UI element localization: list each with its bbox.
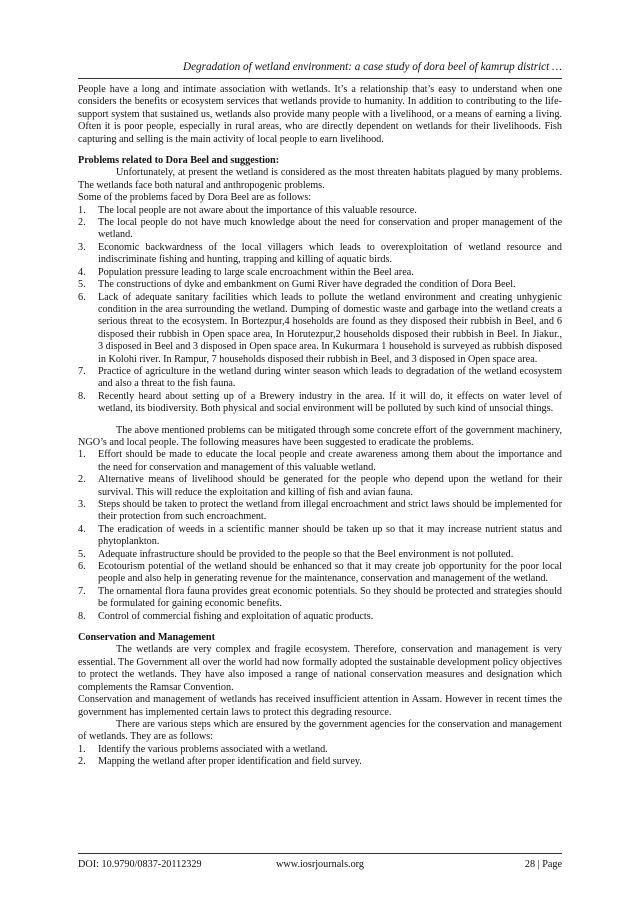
running-header: Degradation of wetland environment: a case study of dora beel of kamrup district … (183, 61, 562, 73)
list-number: 7. (78, 365, 86, 377)
list-item (78, 391, 562, 416)
list-item (78, 756, 562, 768)
list-item (78, 217, 562, 242)
list-item (78, 549, 562, 561)
problems-intro-line: Some of the problems faced by Dora Beel are as follows: (78, 192, 312, 204)
list-text: Economic backwardness of the local villagers which leads to overexploitation of wetland resource and indiscriminate fishing and hunting, trapping and killing of aquatic birds. (98, 241, 562, 266)
list-number: 3. (78, 241, 86, 253)
list-text: The local people do not have much knowledge about the need for conservation and proper management of the wetland. (98, 217, 562, 241)
list-text: The ornamental flora fauna provides great economic potentials. So they should be protected and strategies should be formulated for gaining economic benefits. (98, 585, 562, 610)
list-text: The constructions of dyke and embankment on Gumi River have degraded the condition of Dora Beel. (98, 279, 516, 291)
list-text: Identify the various problems associated with a wetland. (98, 743, 328, 755)
list-text: Population pressure leading to large scale encroachment within the Beel area. (98, 266, 414, 278)
list-item (78, 242, 562, 267)
list-number: 4. (78, 266, 86, 278)
footer-page-number: 28 | Page (524, 859, 562, 870)
list-item (78, 499, 562, 524)
measures-list (78, 449, 562, 623)
list-text: Control of commercial fishing and exploitation of aquatic products. (98, 610, 374, 622)
conservation-paragraph-1: The wetlands are very complex and fragile ecosystem. Therefore, conservation and management is very essential. The Government all over the world had now formally adopted the sustainable development policy objectives to protect the wetlands. They have also imposed a range of national conservation measures and designation which complements the Ramsar Convention. (78, 644, 562, 693)
conservation-paragraph-2: Conservation and management of wetlands has received insufficient attention in Assam. However in recent times the government has implemented certain laws to protect this degrading resource. (78, 694, 562, 718)
problems-list (78, 205, 562, 416)
list-item (78, 449, 562, 474)
conservation-steps-list (78, 744, 562, 769)
page-footer (78, 858, 562, 872)
list-text: Practice of agriculture in the wetland during winter season which leads to degradation of the wetland ecosystem and also a threat to the fish fauna. (98, 365, 562, 390)
list-number: 1. (78, 204, 86, 216)
list-text: Effort should be made to educate the local people and create awareness among them about the importance and the need for conservation and management of this valuable wetland. (98, 449, 562, 473)
list-text: Recently heard about setting up of a Brewery industry in the area. If it will do, it effects on water level of wetland, its biodiversity. Both physical and social environment will be polluted by such kind of unsocial things. (98, 390, 562, 415)
list-item (78, 205, 562, 217)
list-number: 8. (78, 610, 86, 622)
list-item (78, 267, 562, 279)
list-number: 4. (78, 523, 86, 535)
footer-rule (78, 853, 562, 854)
list-item (78, 279, 562, 291)
list-number: 1. (78, 449, 86, 461)
list-number: 8. (78, 390, 86, 402)
list-text: The local people are not aware about the importance of this valuable resource. (98, 204, 417, 216)
list-text: Lack of adequate sanitary facilities which leads to pollute the wetland environment and creating unhygienic condition in the area surrounding the wetland. Dumping of domestic waste and garbage into the wetland creats a serious threat to the ecosystem. In Bortezpur,4 hoseholds are found as they disposed their rubbish in Beel, and 6 disposed their rubbish in Open space area, In Horutezpur,2 households disposed their rubbish in Beel. In Jiakur., 3 disposed in Beel and 3 disposed in Open space area. In Kukurmara 1 household is surveyed as rubbish disposed in Kolohi river. In Rampur, 7 households disposed their rubbish in Beel, and 3 disposed in Open space area. (98, 291, 562, 365)
list-item (78, 524, 562, 549)
section-heading-problems: Problems related to Dora Beel and suggestion: (78, 155, 280, 167)
list-item (78, 292, 562, 366)
list-item (78, 561, 562, 586)
conservation-paragraph-3: There are various steps which are ensured by the government agencies for the conservation and management of wetlands. They are as follows: (78, 718, 562, 743)
list-text: The eradication of weeds in a scientific manner should be taken up so that it may increase nutrient status and phytoplankton. (98, 523, 562, 548)
footer-doi: DOI: 10.9790/0837-20112329 (78, 859, 202, 870)
measures-paragraph: The above mentioned problems can be mitigated through some concrete effort of the government machinery, NGO’s and local people. The following measures have been suggested to eradicate the problems. (78, 424, 562, 448)
intro-paragraph: People have a long and intimate association with wetlands. It’s a relationship that’s easy to understand when one considers the benefits or ecosystem services that wetlands provide to humanity. In addition to contributing to the life-support system that sustained us, wetlands also provide many people with a livelihood, or a means of earning a living. Often it is poor people, especially in rural areas, who are directly dependent on wetlands for their livelihoods. Fish capturing and selling is the main activity of local people to earn livelihood. (78, 84, 562, 145)
list-number: 5. (78, 548, 86, 560)
list-number: 1. (78, 743, 86, 755)
list-item (78, 611, 562, 623)
list-number: 7. (78, 585, 86, 597)
list-item (78, 474, 562, 499)
list-number: 6. (78, 291, 86, 303)
list-number: 6. (78, 561, 86, 573)
list-number: 3. (78, 499, 86, 510)
list-number: 2. (78, 217, 86, 229)
header-rule (78, 78, 562, 79)
list-number: 2. (78, 474, 86, 486)
list-item (78, 744, 562, 756)
list-text: Mapping the wetland after proper identification and field survey. (98, 756, 362, 768)
list-text: Alternative means of livelihood should be generated for the people who depend upon the wetland for their survival. This will reduce the exploitation and killing of fish and avian fauna. (98, 474, 562, 498)
problems-paragraph: Unfortunately, at present the wetland is considered as the most threaten habitats plagued by many problems. The wetlands face both natural and anthropogenic problems. (78, 167, 562, 191)
list-text: Adequate infrastructure should be provided to the people so that the Beel environment is not polluted. (98, 548, 514, 560)
list-number: 5. (78, 279, 86, 291)
article-body (78, 84, 562, 769)
section-heading-conservation: Conservation and Management (78, 632, 215, 644)
list-text: Ecotourism potential of the wetland should be enhanced so that it may create job opportunity for the poor local people and also help in generating revenue for the maintenance, conservation and management of the wetland. (98, 561, 562, 585)
list-number: 2. (78, 756, 86, 768)
list-text: Steps should be taken to protect the wetland from illegal encroachment and strict laws should be implemented for their protection from such encroachment. (98, 499, 562, 523)
list-item (78, 586, 562, 611)
footer-website: www.iosrjournals.org (275, 859, 364, 870)
list-item (78, 366, 562, 391)
